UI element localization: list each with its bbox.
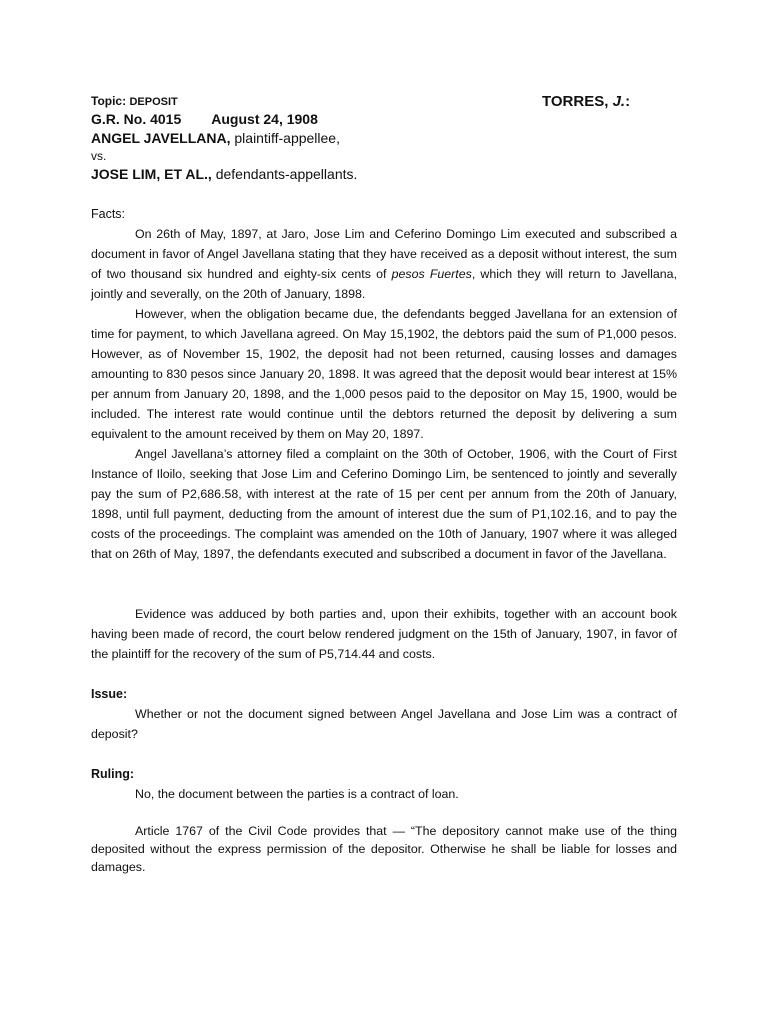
justice-name: TORRES, J.: [542, 93, 631, 110]
plaintiff-line [91, 131, 340, 145]
ruling-heading: Ruling: [91, 767, 135, 781]
facts-paragraph-2: However, when the obligation became due, the defendants begged Javellana for an extension of time for payment, to which Javellana agreed. On May 15,1902, the debtors paid the sum of P1,000 pesos. However, as of November 15, 1902, the deposit had not been returned, causing losses and damages amounting to 830 pesos since January 20, 1898. It was agreed that the deposit would bear interest at 15% per annum from January 20, 1898, and the 1,000 pesos paid to the depositor on May 15, 1900, would be included. The interest rate would continue until the debtors returned the deposit by delivering a sum equivalent to the amount received by them on May 20, 1897. [91, 307, 677, 441]
gr-number: G.R. No. 4015 [91, 111, 182, 127]
facts-heading: Facts: [91, 207, 126, 221]
ruling-article: Article 1767 of the Civil Code provides that — “The depository cannot make use of the thing deposited without the express permission of the depositor. Otherwise he shall be liable for losses and damages. [91, 824, 677, 874]
issue-text: Whether or not the document signed between Angel Javellana and Jose Lim was a contract of deposit? [91, 707, 677, 741]
case-date: August 24, 1908 [211, 111, 318, 127]
versus-label: vs. [91, 149, 107, 163]
defendant-role: defendants-appellants. [211, 166, 358, 182]
topic-value: DEPOSIT [129, 96, 178, 108]
plaintiff-name: ANGEL JAVELLANA, [91, 130, 231, 146]
facts-paragraph-3: Angel Javellana’s attorney filed a complaint on the 30th of October, 1906, with the Court of First Instance of Iloilo, seeking that Jose Lim and Ceferino Domingo Lim, be sentenced to jointly and severally pay the sum of P2,686.58, with interest at the rate of 15 per cent per annum from the 20th of January, 1898, until full payment, deducting from the amount of interest due the sum of P1,102.16, and to pay the costs of the proceedings. The complaint was amended on the 10th of January, 1907 where it was alleged that on 26th of May, 1897, the defendants executed and subscribed a document in favor of the Javellana. [91, 447, 677, 561]
facts-paragraph-4: Evidence was adduced by both parties and, upon their exhibits, together with an account book having been made of record, the court below rendered judgment on the 15th of January, 1907, in favor of the plaintiff for the recovery of the sum of P5,714.44 and costs. [91, 607, 677, 661]
ruling-text: No, the document between the parties is a contract of loan. [135, 787, 459, 801]
defendant-line [91, 167, 357, 181]
topic-label: Topic: [91, 94, 127, 108]
plaintiff-role: plaintiff-appellee, [230, 130, 340, 146]
topic-line [91, 95, 178, 108]
case-number-line [91, 112, 318, 126]
facts-paragraph-1: On 26th of May, 1897, at Jaro, Jose Lim and Ceferino Domingo Lim executed and subscribed a document in favor of Angel Javellana stating that they have received as a deposit without interest, the sum of two thousand six hundred and eighty-six cents of pesos Fuertes, which they will return to Javellana, jointly and severally, on the 20th of January, 1898. [91, 227, 678, 301]
defendant-name: JOSE LIM, ET AL., [91, 166, 212, 182]
issue-heading: Issue: [91, 687, 128, 701]
